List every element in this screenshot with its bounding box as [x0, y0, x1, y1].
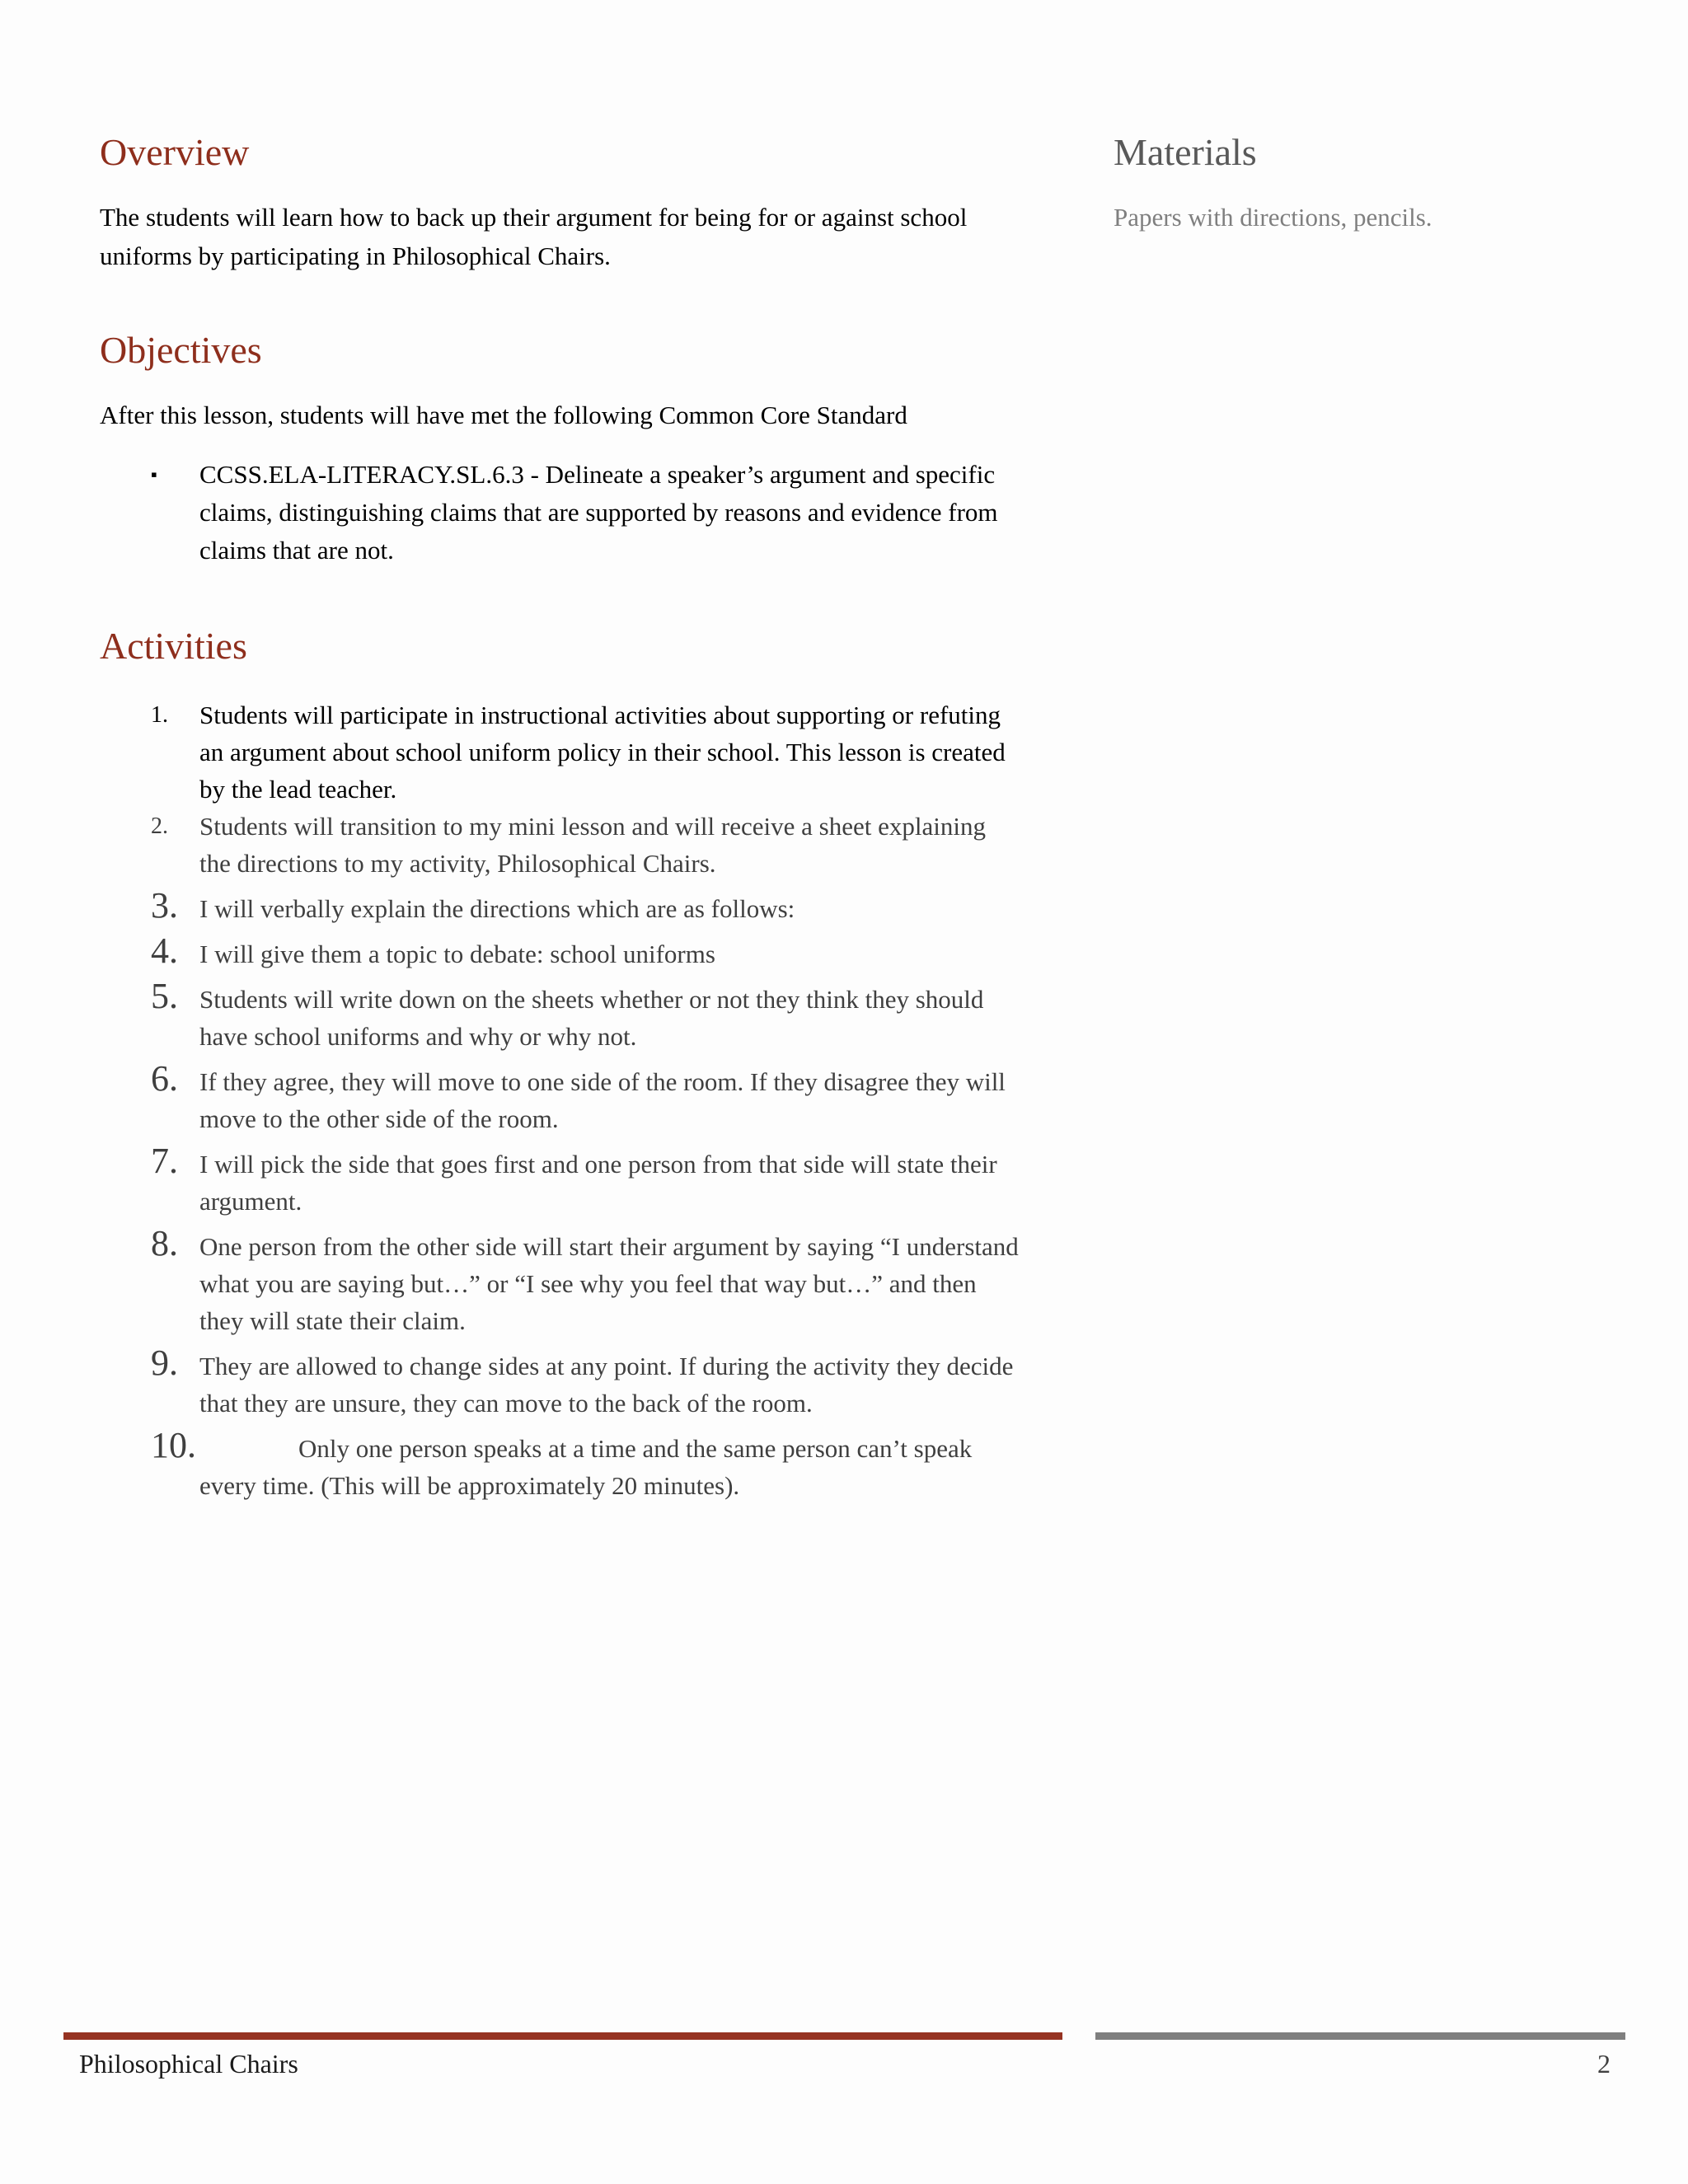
activity-text: Students will write down on the sheets whether or not they think they should have school uniforms and why or why not.	[199, 985, 984, 1051]
activity-item	[100, 1223, 1023, 1339]
activity-text: Students will participate in instructional activities about supporting or refuting an argument about school uniform policy in their school. This lesson is created by the lead teacher.	[199, 701, 1006, 804]
objectives-intro: After this lesson, students will have met the following Common Core Standard	[100, 401, 907, 429]
square-bullet-icon: ▪	[151, 464, 157, 485]
activity-item	[100, 1425, 1023, 1504]
activity-number: 10.	[151, 1425, 196, 1465]
activity-number: 4.	[151, 930, 178, 971]
activity-text: I will give them a topic to debate: school uniforms	[199, 940, 715, 968]
activity-text: I will verbally explain the directions which are as follows:	[199, 894, 795, 923]
activities-heading: Activities	[100, 625, 247, 667]
objective-text: CCSS.ELA-LITERACY.SL.6.3 - Delineate a speaker’s argument and specific claims, distinguishing claims that are supported by reasons and evidence from claims that are not.	[199, 460, 998, 565]
activity-text: Only one person speaks at a time and the same person can’t speak every time. (This will be approximately 20 minutes).	[199, 1434, 973, 1500]
page-number: 2	[1597, 2049, 1611, 2079]
activity-number: 8.	[151, 1223, 178, 1263]
overview-heading: Overview	[100, 131, 250, 173]
activity-number: 6.	[151, 1058, 178, 1099]
objectives-heading: Objectives	[100, 329, 262, 371]
activity-number: 7.	[151, 1141, 178, 1181]
objectives-list	[100, 456, 1023, 569]
sidebar-column	[1114, 124, 1608, 237]
activity-text: One person from the other side will start their argument by saying “I understand what you are saying but…” or “I see why you feel that way but…” and then they will state their claim.	[199, 1232, 1019, 1335]
activity-item	[100, 696, 1023, 808]
activity-text: If they agree, they will move to one side of the room. If they disagree they will move to the other side of the room.	[199, 1067, 1006, 1133]
activity-text: They are allowed to change sides at any point. If during the activity they decide that they are unsure, they can move to the back of the room.	[199, 1352, 1014, 1418]
activity-number: 3.	[151, 885, 178, 926]
materials-text: Papers with directions, pencils.	[1114, 203, 1432, 232]
activity-number: 2.	[151, 813, 168, 839]
footer-rule-left	[63, 2032, 1062, 2040]
activity-item	[100, 976, 1023, 1055]
activity-item	[100, 885, 1023, 927]
objective-item	[100, 456, 1023, 569]
overview-text: The students will learn how to back up their argument for being for or against school uniforms by participating in Philosophical Chairs.	[100, 203, 968, 270]
activity-number: 9.	[151, 1343, 178, 1383]
activity-number: 5.	[151, 976, 178, 1016]
footer-title: Philosophical Chairs	[79, 2049, 298, 2079]
activity-number: 1.	[151, 702, 168, 728]
activity-item	[100, 1141, 1023, 1220]
main-column	[100, 124, 1023, 1504]
activity-text: Students will transition to my mini lesson and will receive a sheet explaining the directions to my activity, Philosophical Chairs.	[199, 812, 986, 878]
activity-item	[100, 930, 1023, 972]
activities-list	[100, 696, 1023, 1504]
activity-item	[100, 1058, 1023, 1137]
activity-item	[100, 808, 1023, 882]
footer-rule-right	[1095, 2032, 1625, 2040]
activity-text: I will pick the side that goes first and one person from that side will state their argument.	[199, 1150, 997, 1216]
activity-item	[100, 1343, 1023, 1422]
materials-heading: Materials	[1114, 131, 1257, 173]
